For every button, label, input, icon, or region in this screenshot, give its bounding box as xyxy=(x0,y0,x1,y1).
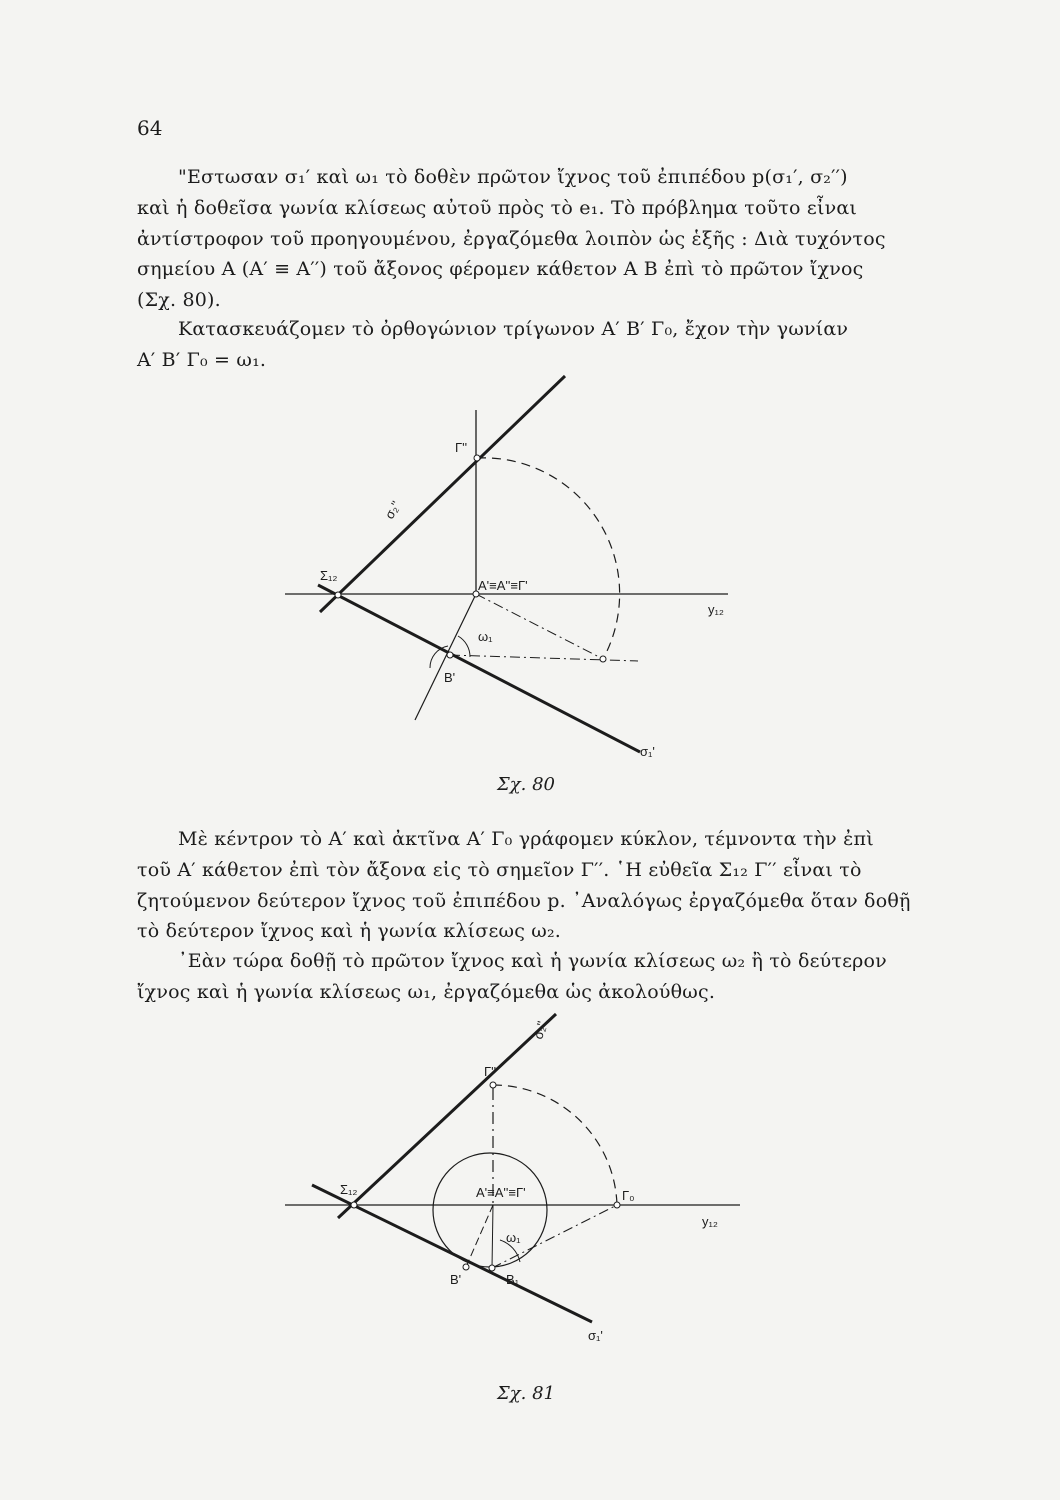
figure-80 xyxy=(285,376,728,752)
point xyxy=(463,1264,469,1270)
text-line: Μὲ κέντρον τὸ A′ καὶ ἀκτῖνα A′ Γ₀ γράφομεν κύκλον, τέμνοντα τὴν ἐπὶ xyxy=(178,828,874,850)
label: σ₁' xyxy=(640,744,655,759)
text-line: ᾿Εὰν τώρα δοθῇ τὸ πρῶτον ἴχνος καὶ ἡ γωνία κλίσεως ω₂ ἢ τὸ δεύτερον xyxy=(178,950,887,972)
dashdot-line xyxy=(476,594,603,659)
text-line: Κατασκευάζομεν τὸ ὀρθογώνιον τρίγωνον A′ B′ Γ₀, ἔχον τὴν γωνίαν xyxy=(178,318,849,340)
arc xyxy=(477,458,620,659)
text-line: ἀντίστροφον τοῦ προηγουμένου, ἐργαζόμεθα λοιπὸν ὡς ἑξῆς : Διὰ τυχόντος xyxy=(137,228,886,250)
radius-line xyxy=(492,1205,493,1268)
ab-line xyxy=(415,594,476,720)
label: B' xyxy=(450,1272,462,1287)
label: Γ₀ xyxy=(622,1188,635,1203)
label: y₁₂ xyxy=(708,602,724,617)
label: B₁ xyxy=(506,1272,520,1287)
label: y₁₂ xyxy=(702,1214,718,1229)
point xyxy=(335,592,341,598)
page-number: 64 xyxy=(137,116,163,140)
figure-81-caption: Σχ. 81 xyxy=(497,1383,555,1404)
text-line: (Σχ. 80). xyxy=(137,289,221,311)
dashdot-line xyxy=(450,655,638,661)
second-trace-line xyxy=(320,376,565,612)
ab-line xyxy=(466,1205,493,1267)
text-line: καὶ ἡ δοθεῖσα γωνία κλίσεως αὐτοῦ πρὸς τὸ e₁. Τὸ πρόβλημα τοῦτο εἶναι xyxy=(137,197,858,219)
point xyxy=(489,1265,495,1271)
label: A'≡A''≡Γ' xyxy=(476,1185,526,1200)
circle xyxy=(433,1153,547,1267)
text-line: τοῦ A′ κάθετον ἐπὶ τὸν ἄξονα εἰς τὸ σημεῖον Γ′′. ῾Η εὐθεῖα Σ₁₂ Γ′′ εἶναι τὸ xyxy=(137,859,862,881)
first-trace-line xyxy=(318,585,640,752)
figure-80-caption: Σχ. 80 xyxy=(497,774,555,795)
label: ω₁ xyxy=(506,1230,521,1245)
point xyxy=(600,656,606,662)
text-line: "Εστωσαν σ₁′ καὶ ω₁ τὸ δοθὲν πρῶτον ἴχνος τοῦ ἐπιπέδου p(σ₁′, σ₂′′) xyxy=(178,166,848,188)
text-line: τὸ δεύτερον ἴχνος καὶ ἡ γωνία κλίσεως ω₂. xyxy=(137,920,562,942)
text-line: ἴχνος καὶ ἡ γωνία κλίσεως ω₁, ἐργαζόμεθα ὡς ἀκολούθως. xyxy=(137,981,716,1003)
text-line: A′ B′ Γ₀ = ω₁. xyxy=(137,349,267,371)
point xyxy=(490,1082,496,1088)
label: ω₁ xyxy=(478,629,493,644)
label: σ₁' xyxy=(588,1328,603,1343)
label: B' xyxy=(444,670,456,685)
label: σ₂'' xyxy=(530,1019,550,1041)
label: Σ₁₂ xyxy=(320,568,338,583)
point xyxy=(614,1202,620,1208)
point xyxy=(474,455,480,461)
point xyxy=(351,1202,357,1208)
label: Γ'' xyxy=(484,1064,497,1079)
label: σ₂'' xyxy=(381,498,404,522)
label: A'≡A''≡Γ' xyxy=(478,578,528,593)
text-line: ζητούμενον δεύτερον ἴχνος τοῦ ἐπιπέδου p. ᾿Αναλόγως ἐργαζόμεθα ὅταν δοθῇ xyxy=(137,890,911,912)
text-line: σημείου A (A′ ≡ A′′) τοῦ ἄξονος φέρομεν κάθετον A B ἐπὶ τὸ πρῶτον ἴχνος xyxy=(137,258,864,280)
label: Σ₁₂ xyxy=(340,1182,358,1197)
point xyxy=(447,652,453,658)
label: Γ'' xyxy=(455,440,468,455)
